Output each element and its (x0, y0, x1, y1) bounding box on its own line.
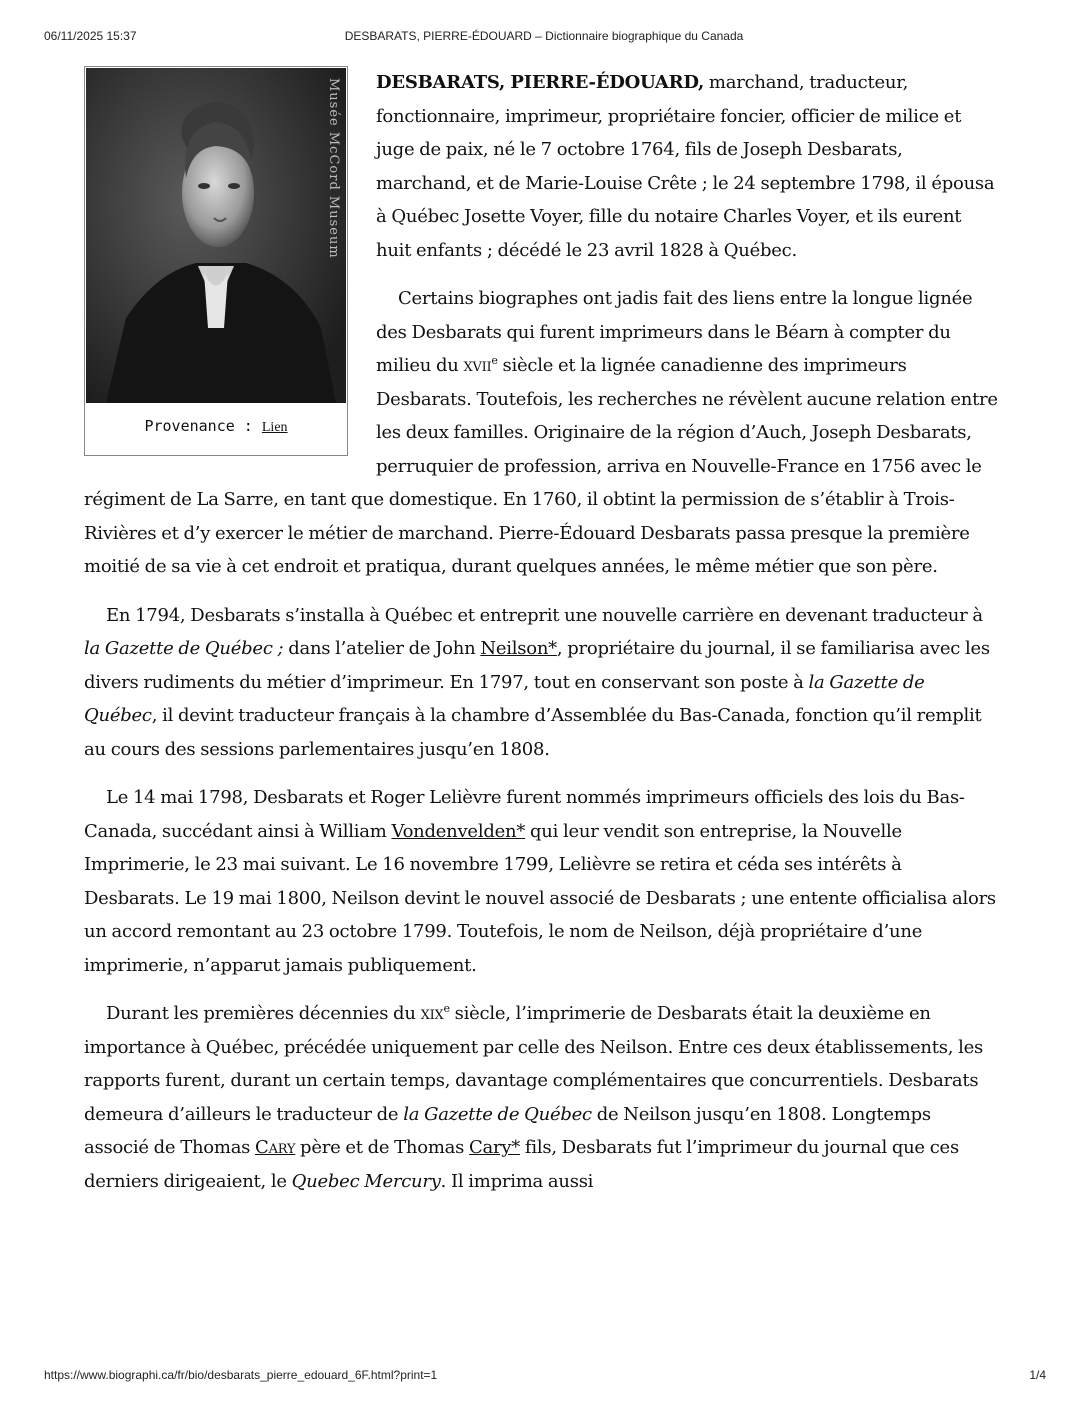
p2-text-b: siècle et la lignée canadienne des imprimeurs Desbarats. Toutefois, les recherches ne révèlent aucune relation entre les deux familles. Originaire de la région d’Auch, Joseph Desbarats, perruquier de profession, arriva en Nouvelle-France en 1756 avec le régiment de La Sarre, en tant que domestique. En 1760, il obtint la permission de s’établir à Trois-Rivières et d’y exercer le métier de marchand. Pierre-Édouard Desbarats passa presque la première moitié de sa vie à cet endroit et pratiqua, durant quelques années, le même métier que son père. (84, 355, 998, 577)
p3-text-b: dans l’atelier de John (283, 638, 481, 659)
print-datetime: 06/11/2025 15:37 (44, 29, 137, 43)
caption-label: Provenance : (144, 417, 262, 435)
p5-text-a: Durant les premières décennies du (106, 1003, 421, 1024)
cary-son-link[interactable]: Cary* (469, 1137, 521, 1158)
p2-century-sup: e (491, 354, 498, 367)
p4-text-b: qui leur vendit son entreprise, la Nouvelle Imprimerie, le 23 mai suivant. Le 16 novembre 1799, Lelièvre se retira et céda ses intérêts à Desbarats. Le 19 mai 1800, Neilson devint le nouvel associé de Desbarats ; une entente officialisa alors un accord remontant au 23 octobre 1799. Toutefois, le nom de Neilson, déjà propriétaire d’une imprimerie, n’apparut jamais publiquement. (84, 820, 996, 976)
p2-text-a: Certains biographes ont jadis fait des liens entre la longue lignée des Desbarats qui furent imprimeurs dans le Béarn à compter du milieu du (376, 288, 973, 376)
neilson-link[interactable]: Neilson* (480, 638, 557, 659)
p5-text-b: siècle, l’imprimerie de Desbarats était la deuxième en importance à Québec, précédée uniquement par celle des Neilson. Entre ces deux établissements, les rapports furent, durant un certain temps, davantage complémentaires que concurrentiels. Desbarats demeura d’ailleurs le traducteur de (84, 1003, 983, 1125)
subject-name: DESBARATS, PIERRE-ÉDOUARD, (376, 72, 705, 93)
paragraph-4 (84, 781, 1000, 982)
article-body (84, 66, 1000, 1213)
p5-text-e: fils, Desbarats fut l’imprimeur du journal que ces derniers dirigeaient, le (84, 1137, 959, 1192)
portrait-watermark: Musée McCord Museum (326, 78, 341, 259)
paragraph-5 (84, 997, 1000, 1198)
p5-century-sup: e (443, 1002, 450, 1015)
p3-italic-2: la Gazette de Québec (84, 671, 925, 726)
paragraph-3 (84, 599, 1000, 767)
cary-link[interactable]: Cary (255, 1137, 296, 1158)
p5-italic-1: la Gazette de Québec (403, 1103, 592, 1125)
p5-century: xix (420, 1003, 444, 1024)
print-page-title: DESBARATS, PIERRE-ÉDOUARD – Dictionnaire biographique du Canada (344, 29, 744, 43)
p5-italic-2: Quebec Mercury (291, 1170, 441, 1192)
p4-text-a: Le 14 mai 1798, Desbarats et Roger Lelièvre furent nommés imprimeurs officiels des lois du Bas-Canada, succédant ainsi à William (84, 787, 965, 842)
p3-text-c: , propriétaire du journal, il se familiarisa avec les divers rudiments du métier d’imprimeur. En 1797, tout en conservant son poste à (84, 638, 990, 693)
p2-century: xvii (463, 355, 492, 376)
print-url: https://www.biographi.ca/fr/bio/desbarats_pierre_edouard_6F.html?print=1 (44, 1368, 438, 1382)
p5-text-c: de Neilson jusqu’en 1808. Longtemps associé de Thomas (84, 1103, 931, 1158)
vondenvelden-link[interactable]: Vondenvelden* (391, 820, 526, 842)
p3-italic-1: la Gazette de Québec ; (84, 638, 284, 659)
provenance-link[interactable]: Lien (261, 420, 288, 435)
page-number: 1/4 (1029, 1368, 1046, 1382)
p5-text-d: père et de Thomas (295, 1137, 470, 1158)
paragraph-1-text: marchand, traducteur, fonctionnaire, imprimeur, propriétaire foncier, officier de milice et juge de paix, né le 7 octobre 1764, fils de Joseph Desbarats, marchand, et de Marie-Louise Crête ; le 24 septembre 1798, il épousa à Québec Josette Voyer, fille du notaire Charles Voyer, et ils eurent huit enfants ; décédé le 23 avril 1828 à Québec. (376, 72, 995, 261)
p5-text-f: . Il imprima aussi (440, 1170, 594, 1192)
p3-text-a: En 1794, Desbarats s’installa à Québec et entreprit une nouvelle carrière en devenant traducteur à (106, 604, 983, 626)
p3-text-d: , il devint traducteur français à la chambre d’Assemblée du Bas-Canada, fonction qu’il remplit au cours des sessions parlementaires jusqu’en 1808. (84, 705, 982, 760)
